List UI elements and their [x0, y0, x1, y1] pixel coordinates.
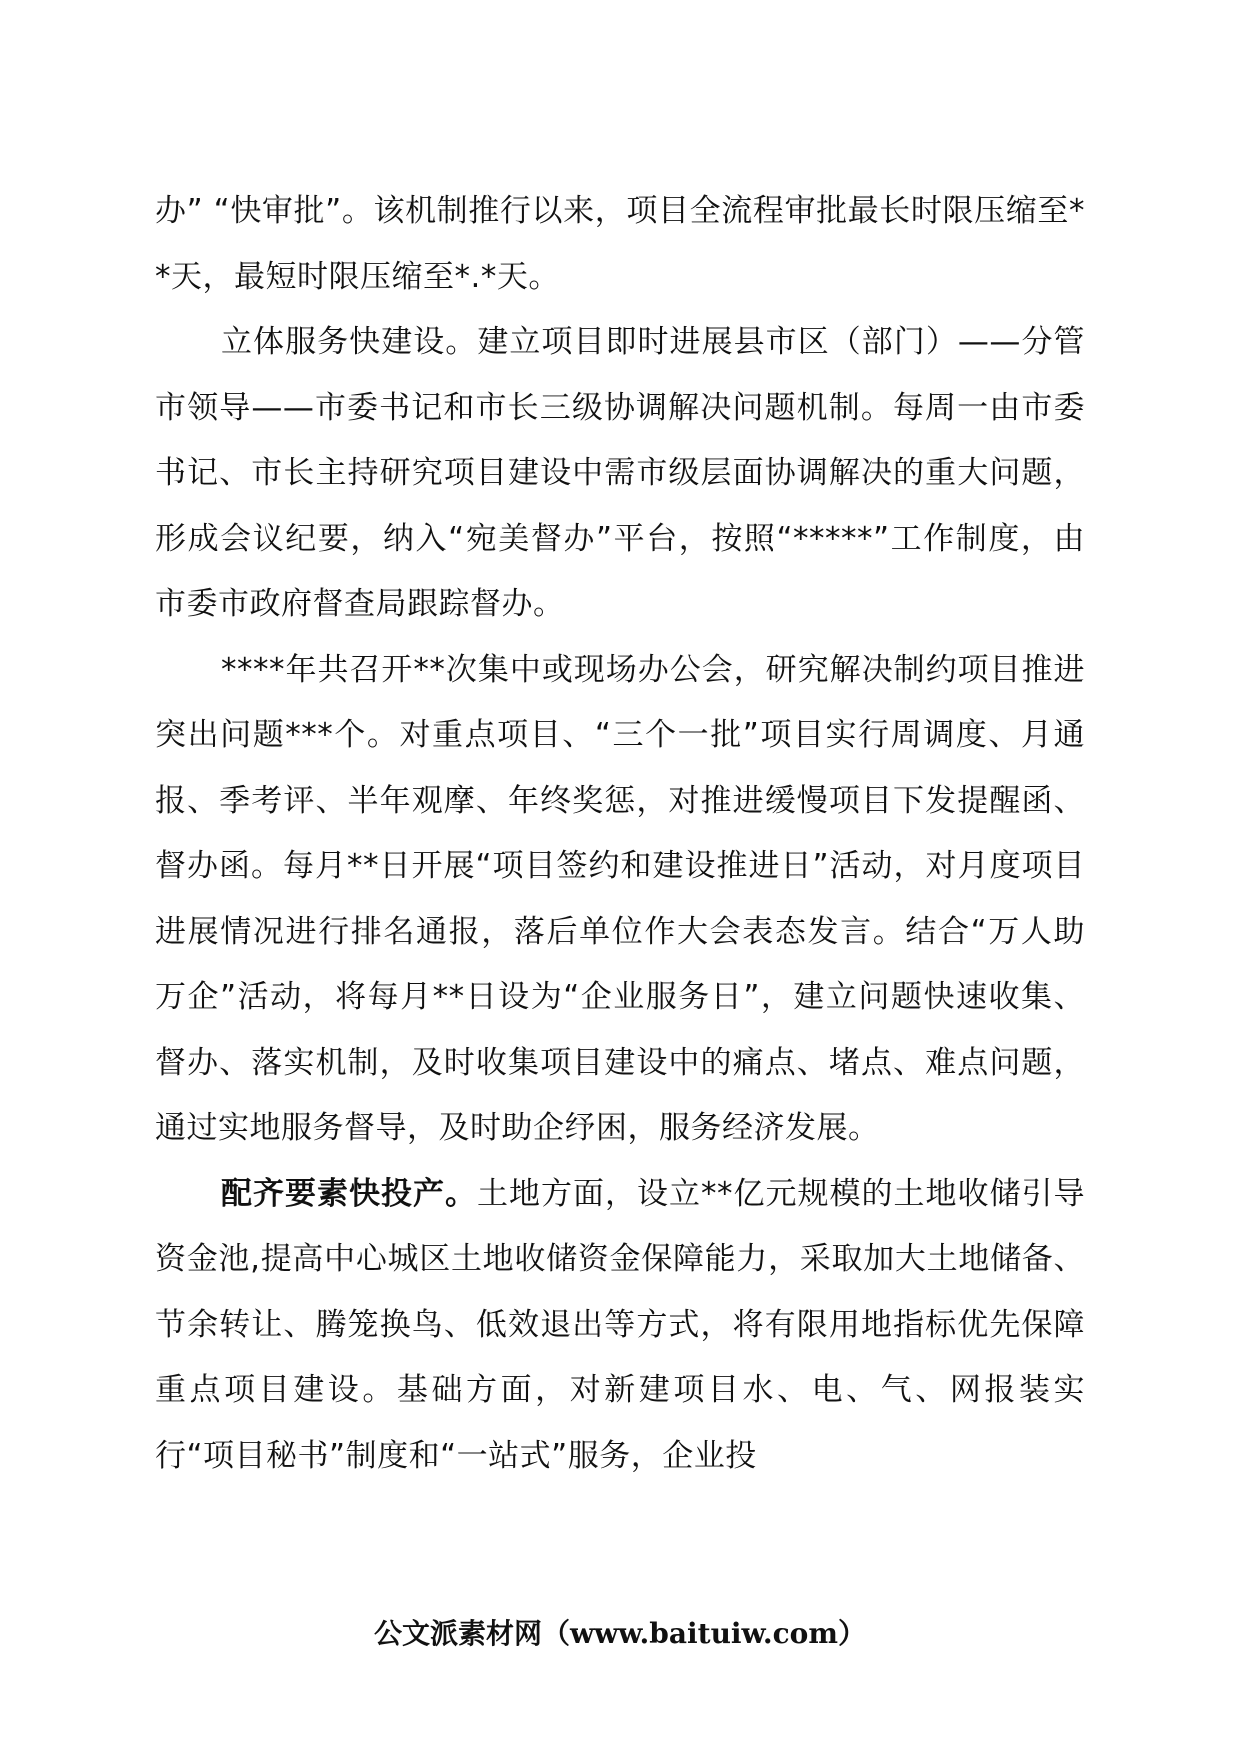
paragraph-factors-production	[155, 1162, 1085, 1490]
document-body	[155, 179, 1085, 1489]
paragraph-continuation	[155, 179, 1085, 310]
paragraph-text: 土地方面，设立**亿元规模的土地收储引导资金池,提高中心城区土地收储资金保障能力，采取加大土地储备、节余转让、腾笼换鸟、低效退出等方式，将有限用地指标优先保障重点项目建设。基础方面，对新建项目水、电、气、网报装实行“项目秘书”制度和“一站式”服务，企业投	[155, 1175, 1085, 1474]
paragraph-text: 立体服务快建设。建立项目即时进展县市区（部门）——分管市领导——市委书记和市长三级协调解决问题机制。每周一由市委书记、市长主持研究项目建设中需市级层面协调解决的重大问题，形成会议纪要，纳入“宛美督办”平台，按照“*****”工作制度，由市委市政府督查局跟踪督办。	[155, 324, 1085, 622]
paragraph-text: 办” “快审批”。该机制推行以来，项目全流程审批最长时限压缩至**天，最短时限压缩至*.*天。	[155, 193, 1085, 295]
paragraph-lead-heading: 配齐要素快投产。	[221, 1175, 477, 1212]
paragraph-meetings	[155, 638, 1085, 1162]
page-footer-watermark: 公文派素材网（www.baituiw.com）	[374, 1617, 866, 1650]
paragraph-text: ****年共召开**次集中或现场办公会，研究解决制约项目推进突出问题***个。对重点项目、“三个一批”项目实行周调度、月通报、季考评、半年观摩、年终奖惩，对推进缓慢项目下发提醒函、督办函。每月**日开展“项目签约和建设推进日”活动，对月度项目进展情况进行排名通报，落后单位作大会表态发言。结合“万人助万企”活动，将每月**日设为“企业服务日”，建立问题快速收集、督办、落实机制，及时收集项目建设中的痛点、堵点、难点问题，通过实地服务督导，及时助企纾困，服务经济发展。	[155, 651, 1085, 1146]
paragraph-service-construction	[155, 310, 1085, 638]
